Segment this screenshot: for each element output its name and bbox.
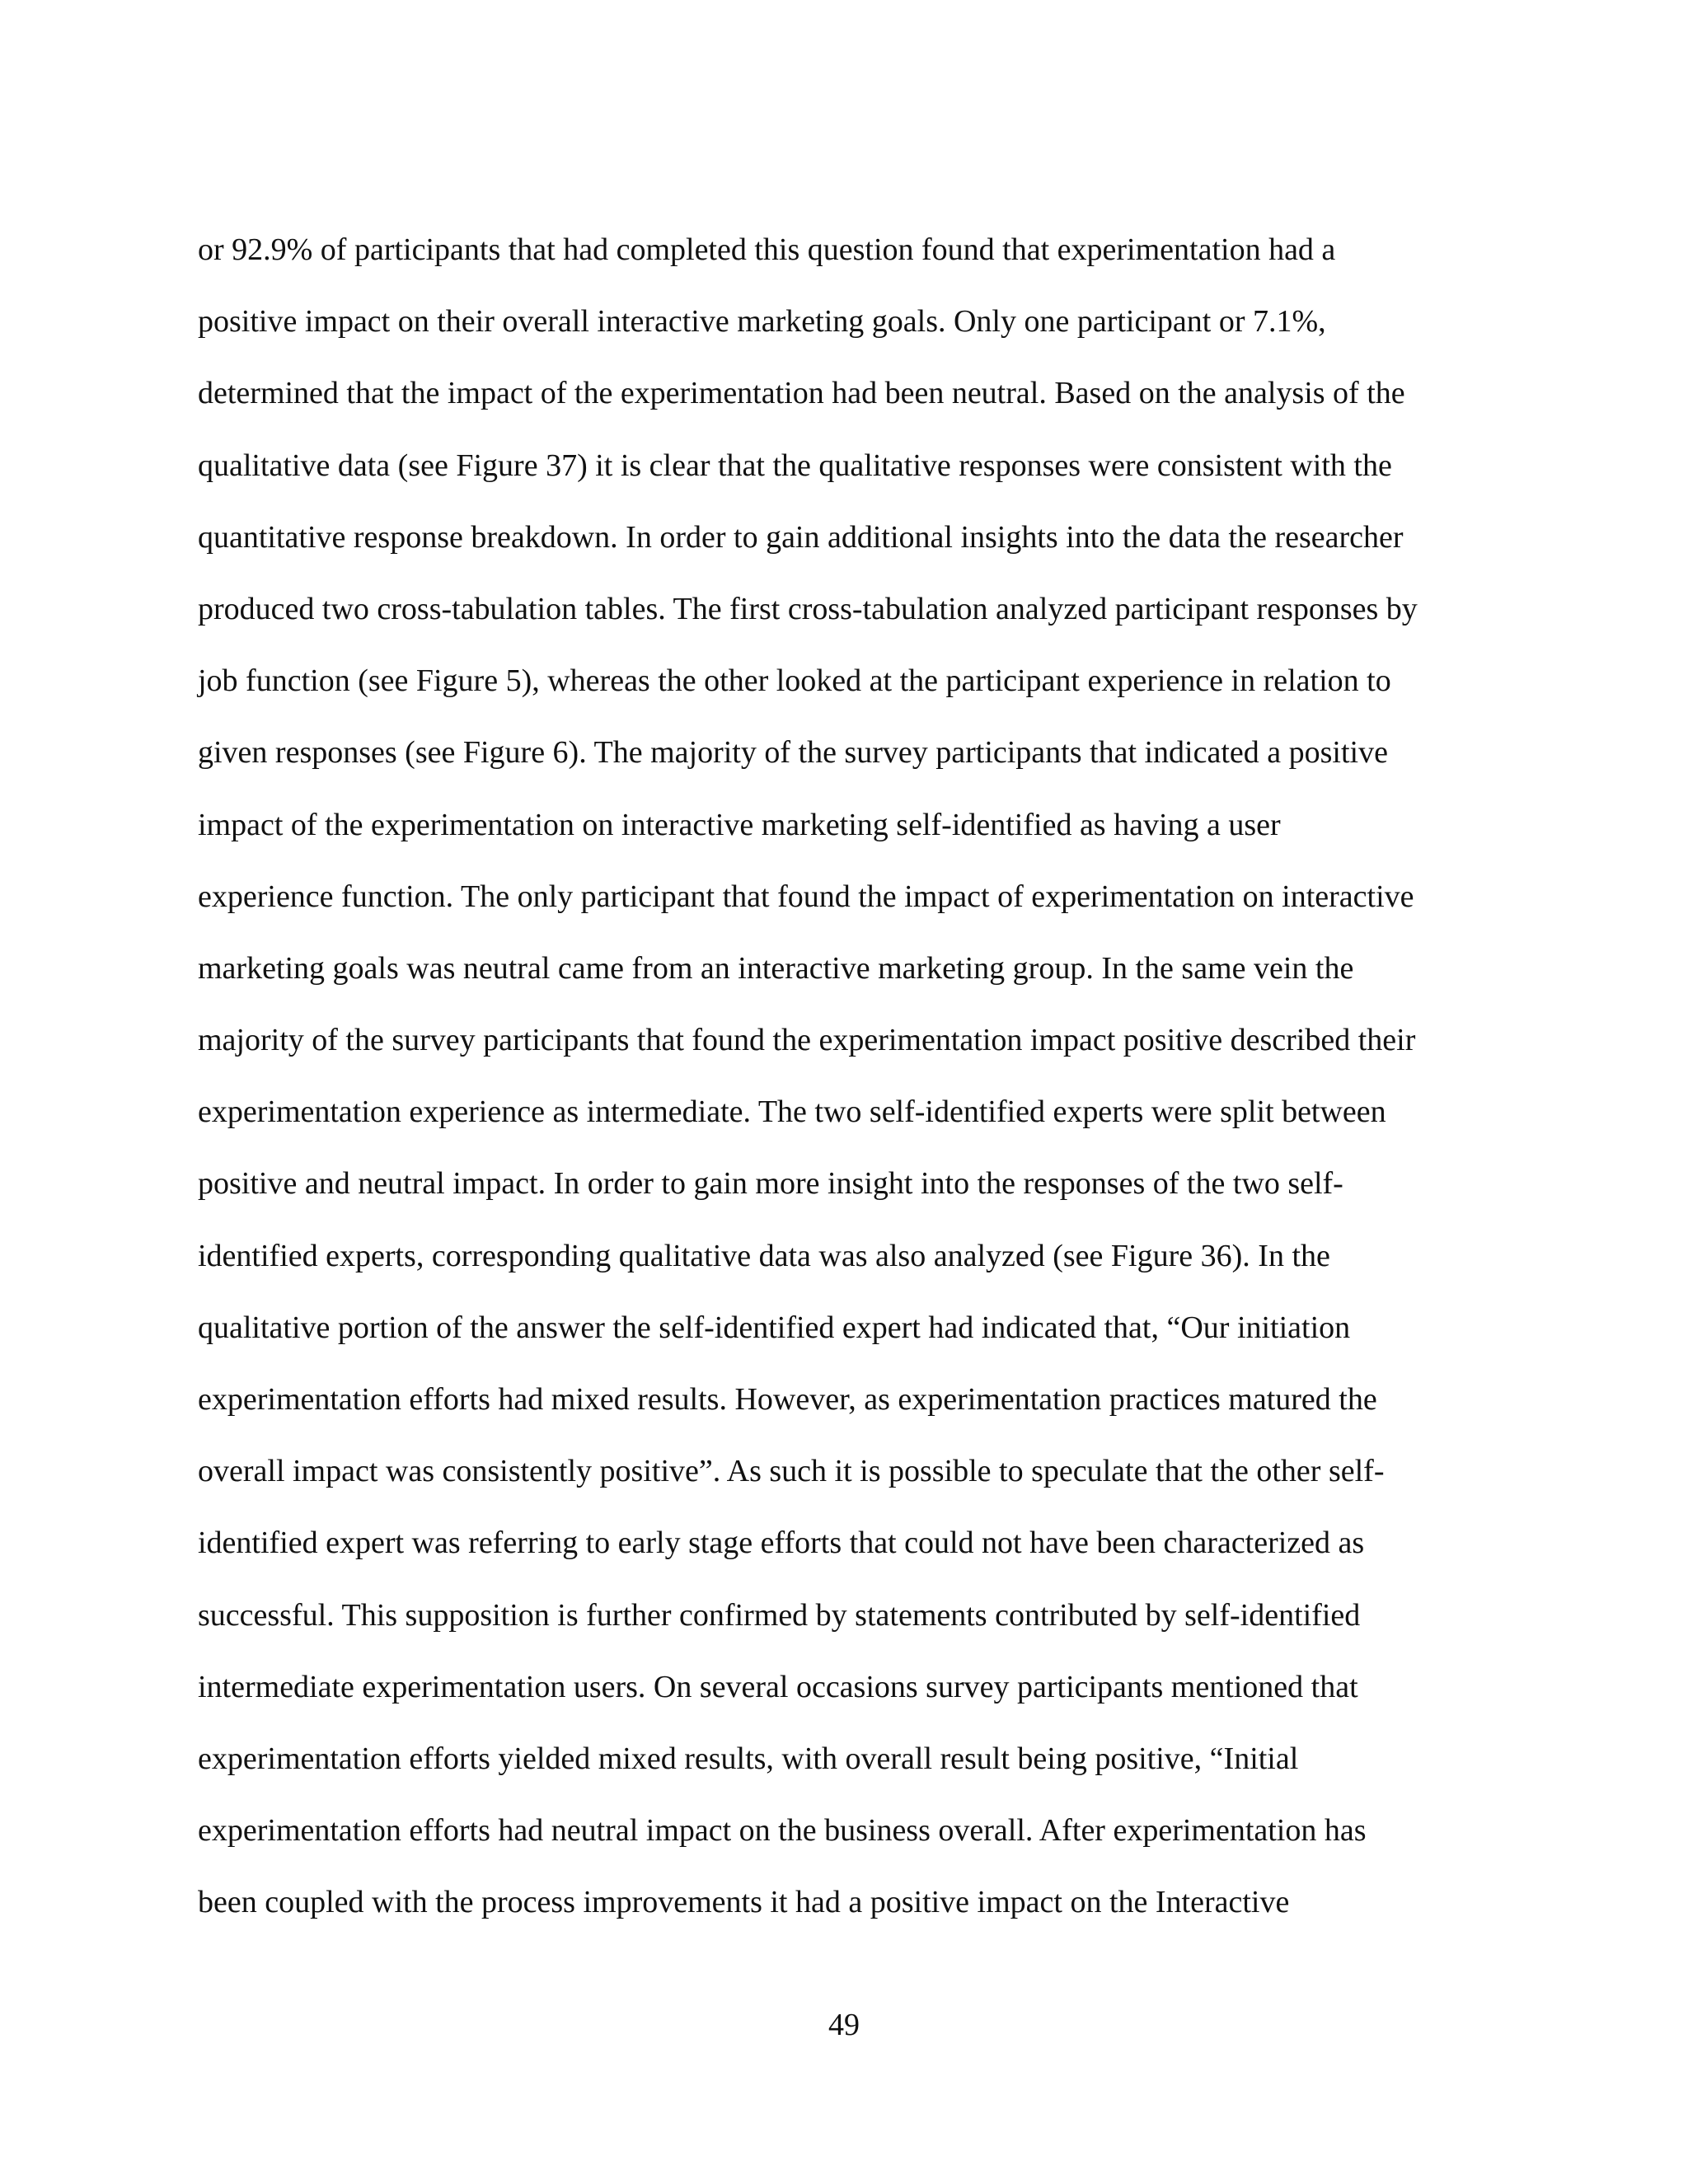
text-line: intermediate experimentation users. On several occasions survey participants mentioned that: [198, 1669, 1358, 1704]
text-line: experimentation efforts had mixed results. However, as experimentation practices matured the: [198, 1382, 1377, 1417]
text-line: positive impact on their overall interactive marketing goals. Only one participant or 7.1%,: [198, 304, 1326, 340]
text-line: successful. This supposition is further confirmed by statements contributed by self-identified: [198, 1597, 1361, 1633]
text-line: qualitative data (see Figure 37) it is clear that the qualitative responses were consistent with the: [198, 448, 1392, 483]
text-line: job function (see Figure 5), whereas the other looked at the participant experience in relation to: [198, 663, 1391, 699]
text-line: determined that the impact of the experimentation had been neutral. Based on the analysis of the: [198, 376, 1405, 411]
text-line: overall impact was consistently positive”. As such it is possible to speculate that the other self-: [198, 1454, 1385, 1489]
page-number: 49: [828, 2008, 860, 2042]
text-line: majority of the survey participants that found the experimentation impact positive described their: [198, 1023, 1416, 1058]
text-line: experimentation efforts had neutral impact on the business overall. After experimentation has: [198, 1813, 1367, 1849]
text-line: identified experts, corresponding qualitative data was also analyzed (see Figure 36). In the: [198, 1238, 1330, 1273]
text-line: experimentation efforts yielded mixed results, with overall result being positive, “Initial: [198, 1741, 1299, 1776]
text-line: identified expert was referring to early stage efforts that could not have been characterized as: [198, 1526, 1365, 1561]
text-line: given responses (see Figure 6). The majority of the survey participants that indicated a positive: [198, 735, 1388, 771]
text-line: or 92.9% of participants that had completed this question found that experimentation had a: [198, 232, 1336, 267]
text-line: quantitative response breakdown. In order to gain additional insights into the data the researcher: [198, 519, 1404, 555]
text-line: experience function. The only participant that found the impact of experimentation on interactive: [198, 879, 1414, 914]
text-line: impact of the experimentation on interactive marketing self-identified as having a user: [198, 807, 1281, 842]
text-line: experimentation experience as intermediate. The two self-identified experts were split between: [198, 1094, 1386, 1130]
text-line: marketing goals was neutral came from an interactive marketing group. In the same vein the: [198, 950, 1354, 986]
text-line: produced two cross-tabulation tables. The first cross-tabulation analyzed participant responses by: [198, 591, 1418, 626]
text-line: been coupled with the process improvements it had a positive impact on the Interactive: [198, 1885, 1290, 1920]
text-line: positive and neutral impact. In order to gain more insight into the responses of the two self-: [198, 1166, 1343, 1202]
body-paragraph: [198, 227, 1517, 1952]
text-line: qualitative portion of the answer the self-identified expert had indicated that, “Our initiation: [198, 1310, 1351, 1345]
